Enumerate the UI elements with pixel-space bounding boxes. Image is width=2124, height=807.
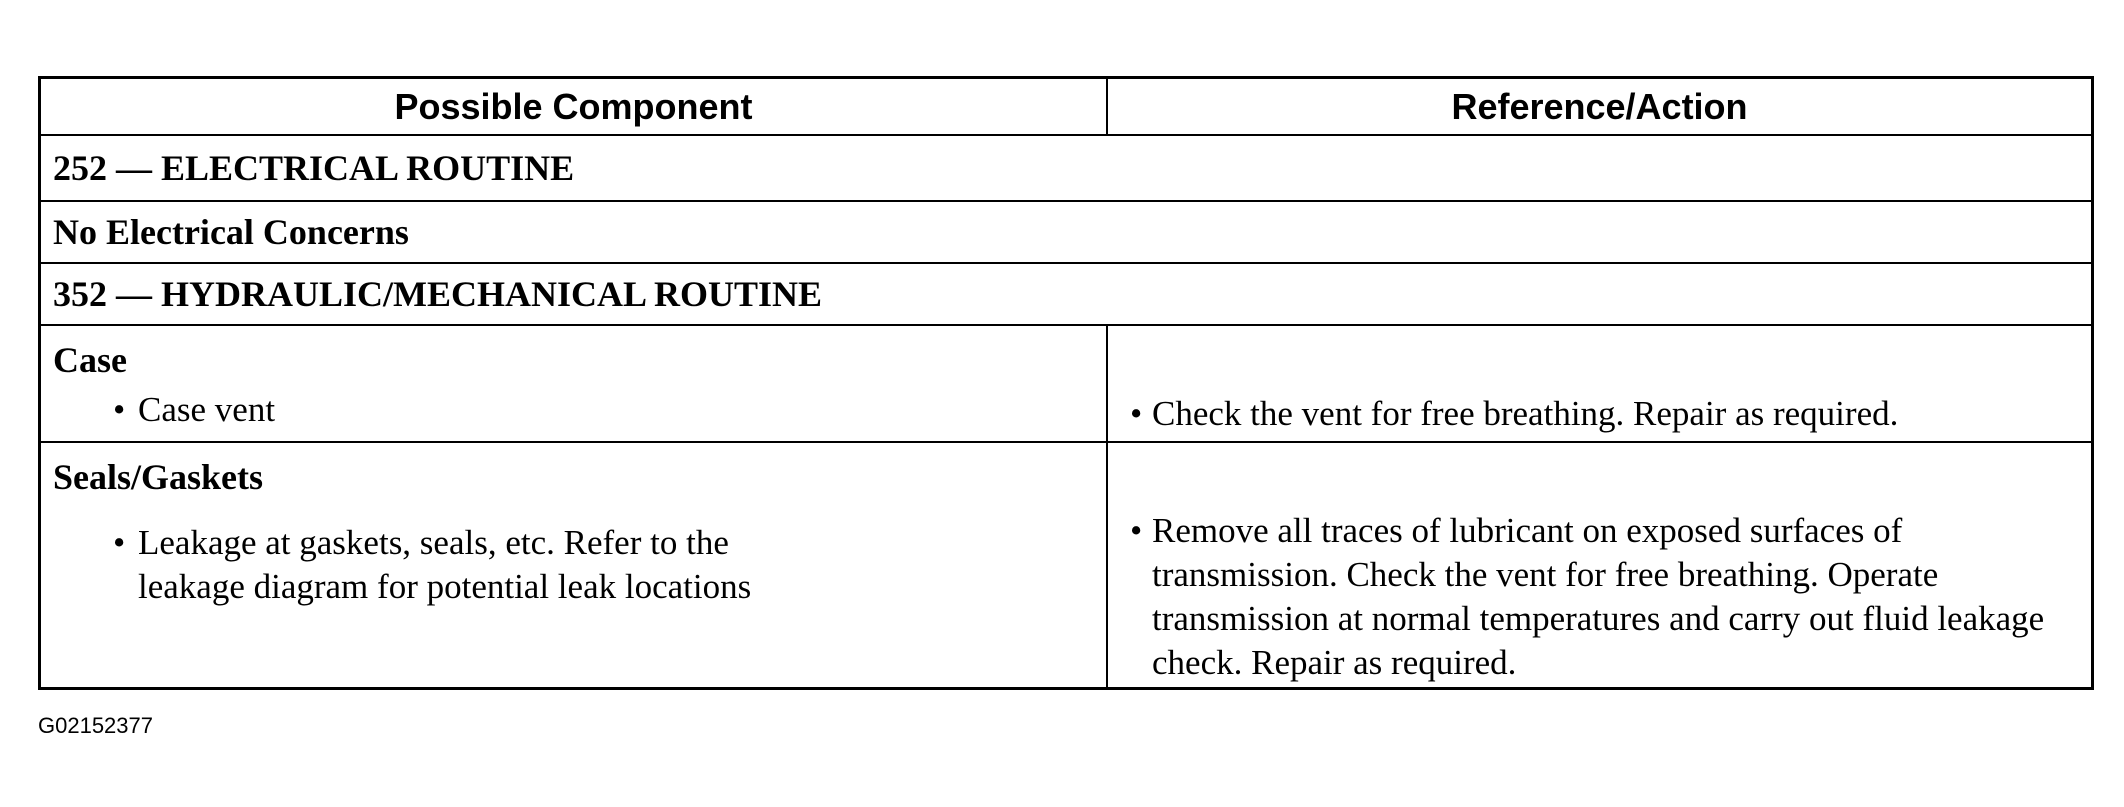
component-item-case-vent xyxy=(53,388,1094,432)
group-title-seals: Seals/Gaskets xyxy=(53,457,264,497)
action-item-case xyxy=(1120,392,2079,436)
header-possible-component: Possible Component xyxy=(41,79,1108,134)
action-text: Remove all traces of lubricant on exposed surfaces of transmission. Check the vent for free breathing. Operate transmission at normal temperatures and carry out fluid leakage check. Repair as required. xyxy=(1152,511,2045,682)
figure-id: G02152377 xyxy=(38,713,153,738)
header-reference-action: Reference/Action xyxy=(1451,86,1748,127)
action-cell-case xyxy=(1108,326,2091,441)
component-cell-seals xyxy=(41,443,1108,687)
action-item-seals xyxy=(1120,509,2079,685)
action-text: Check the vent for free breathing. Repair as required. xyxy=(1152,394,1899,433)
bullet-icon: • xyxy=(1130,394,1143,433)
section-title-hydraulic: 352 — HYDRAULIC/MECHANICAL ROUTINE xyxy=(53,274,823,314)
diagnostic-table xyxy=(38,76,2094,690)
action-cell-seals xyxy=(1108,443,2091,687)
bullet-icon: • xyxy=(1130,511,1143,550)
group-title-case: Case xyxy=(53,340,127,380)
component-text: Case vent xyxy=(138,390,276,429)
component-item-leakage xyxy=(53,521,1094,609)
section-row-electrical xyxy=(41,134,2091,200)
bullet-icon: • xyxy=(113,523,126,562)
bullet-icon: • xyxy=(113,390,126,429)
table-header-row xyxy=(41,79,2091,134)
table-row-seals xyxy=(41,441,2091,687)
component-cell-case xyxy=(41,326,1108,441)
section-title-electrical: 252 — ELECTRICAL ROUTINE xyxy=(53,148,575,188)
no-electrical-concerns: No Electrical Concerns xyxy=(53,212,409,252)
component-text: Leakage at gaskets, seals, etc. Refer to the leakage diagram for potential leak locations xyxy=(138,523,752,606)
section-row-hydraulic xyxy=(41,262,2091,324)
table-row-case xyxy=(41,324,2091,441)
no-concerns-row xyxy=(41,200,2091,262)
